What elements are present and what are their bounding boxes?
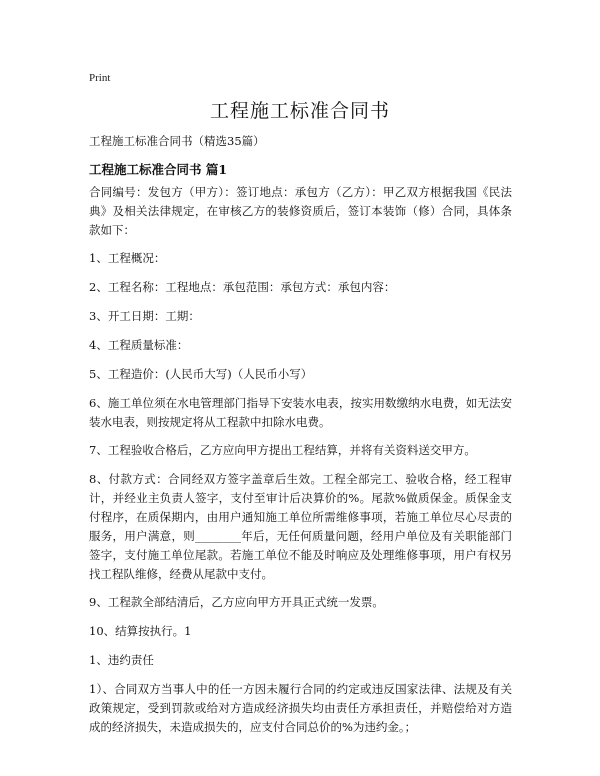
paragraph-item-9: 9、工程款全部结清后，乙方应向甲方开具正式统一发票。 xyxy=(89,595,384,609)
paragraph-item-8: 8、付款方式：合同经双方签字盖章后生效。工程全部完工、验收合格，经工程审计，并经业主负责人签字，支付至审计后决算价的%。尾款%做质保金。质保金支付程序，在质保期内，由用户通知施工单位所需维修事项，若施工单位尽心尽责的服务，用户满意，则________年后，无任何质量问题，经用户单位及有关职能部门签字，支付施工单位尾款。若施工单位不能及时响应及处理维修事项，用户有权另找工程队维修，经费从尾款中支付。 xyxy=(89,472,512,581)
paragraph-item-2: 2、工程名称：工程地点：承包范围：承包方式：承包内容： xyxy=(89,280,396,294)
paragraph-item-10: 10、结算按执行。1 xyxy=(89,624,192,638)
paragraph-item-7: 7、工程验收合格后，乙方应向甲方提出工程结算，并将有关资料送交甲方。 xyxy=(89,443,476,457)
paragraph-item-4: 4、工程质量标准： xyxy=(89,338,189,352)
print-link[interactable]: Print xyxy=(89,72,111,84)
section-heading: 工程施工标准合同书 篇1 xyxy=(89,162,228,177)
paragraph-item-6: 6、施工单位须在水电管理部门指导下安装水电表，按实用数缴纳水电费，如无法安装水电表，则按规定将从工程款中扣除水电费。 xyxy=(89,396,512,429)
paragraph-liability-heading: 1、违约责任 xyxy=(89,653,154,667)
document-subtitle: 工程施工标准合同书（精选35篇） xyxy=(89,134,265,148)
paragraph-item-5: 5、工程造价：(人民币大写)（人民币小写） xyxy=(89,367,313,381)
contract-body xyxy=(89,183,512,746)
paragraph-liability-1: 1）、合同双方当事人中的任一方因未履行合同的约定或违反国家法律、法规及有关政策规定，受到罚款或给对方造成经济损失均由责任方承担责任，并赔偿给对方造成的经济损失，未造成损失的，应支付合同总价的%为违约金。； xyxy=(89,682,512,734)
paragraph-item-1: 1、工程概况： xyxy=(89,251,166,265)
paragraph-item-3: 3、开工日期：工期： xyxy=(89,309,200,323)
page-title: 工程施工标准合同书 xyxy=(209,100,390,122)
paragraph-intro: 合同编号：发包方（甲方）：签订地点：承包方（乙方）：甲乙双方根据我国《民法典》及相关法律规定，在审核乙方的装修资质后，签订本装饰（修）合同，具体条款如下： xyxy=(89,185,512,237)
